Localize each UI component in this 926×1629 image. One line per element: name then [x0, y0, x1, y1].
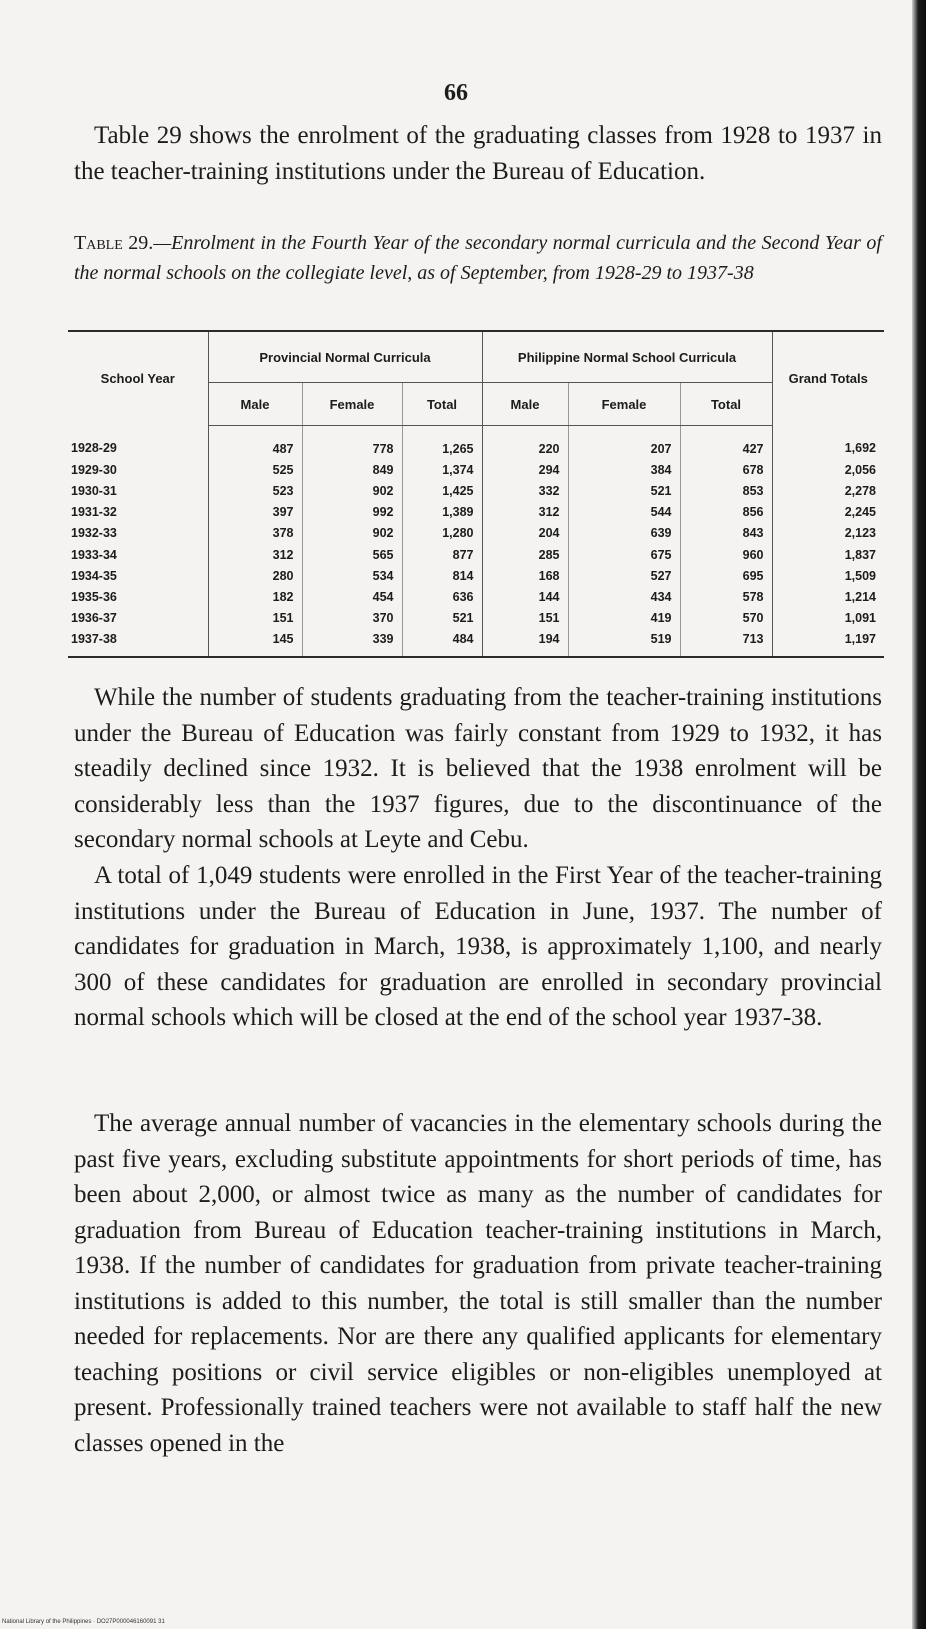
cell-pns-male: 332 [482, 480, 568, 501]
cell-school-year: 1931-32 [71, 505, 117, 520]
cell-provincial-female: 849 [302, 459, 402, 480]
table-row [68, 608, 884, 629]
cell-provincial-male: 182 [208, 586, 302, 607]
cell-pns-male: 220 [482, 426, 568, 460]
cell-pns-total: 843 [680, 523, 772, 544]
cell-provincial-male: 145 [208, 629, 302, 657]
cell-provincial-female: 370 [302, 608, 402, 629]
intro-paragraph: Table 29 shows the enrolment of the graduating classes from 1928 to 1937 in the teacher-training institutions under the Bureau of Education. [74, 122, 882, 185]
table-row [68, 426, 884, 460]
body-paragraph-2: A total of 1,049 students were enrolled in the First Year of the teacher-training institutions under the Bureau of Education in June, 1937. The number of candidates for graduation in March, 1938, is approximately 1,100, and nearly 300 of these candidates for graduation are enrolled in secondary provincial normal schools which will be closed at the end of the school year 1937-38. [74, 862, 882, 1031]
cell-provincial-male: 312 [208, 544, 302, 565]
header-pns-total: Total [680, 383, 772, 426]
cell-provincial-male: 378 [208, 523, 302, 544]
cell-grand-total: 1,091 [772, 608, 884, 629]
body-paragraph-3: The average annual number of vacancies in the elementary schools during the past five years, excluding substitute appointments for short periods of time, has been about 2,000, or almost twice as many as the number of candidates for graduation from Bureau of Education teacher-training institutions in March, 1938. If the number of candidates for graduation from private teacher-training institutions is added to this number, the total is still smaller than the number needed for replacements. Nor are there any qualified applicants for elementary teaching positions or civil service eligibles or non-eligibles unemployed at present. Professionally trained teachers were not available to staff half the new classes opened in the [74, 1110, 882, 1457]
cell-pns-total: 713 [680, 629, 772, 657]
header-provincial-female: Female [302, 383, 402, 426]
cell-grand-total: 2,245 [772, 502, 884, 523]
table-row [68, 544, 884, 565]
table-row [68, 586, 884, 607]
header-philippine-normal-school-curricula: Philippine Normal School Curricula [482, 331, 772, 383]
cell-pns-female: 207 [568, 426, 680, 460]
table-row [68, 629, 884, 657]
cell-pns-total: 678 [680, 459, 772, 480]
cell-provincial-female: 778 [302, 426, 402, 460]
cell-grand-total: 2,278 [772, 480, 884, 501]
page-number: 66 [444, 80, 468, 106]
cell-provincial-female: 454 [302, 586, 402, 607]
header-provincial-male: Male [208, 383, 302, 426]
cell-provincial-female: 992 [302, 502, 402, 523]
cell-pns-female: 419 [568, 608, 680, 629]
cell-grand-total: 2,056 [772, 459, 884, 480]
header-grand-totals: Grand Totals [772, 331, 884, 426]
header-provincial-total: Total [402, 383, 482, 426]
cell-grand-total: 1,197 [772, 629, 884, 657]
cell-pns-female: 434 [568, 586, 680, 607]
cell-school-year: 1936-37 [71, 611, 117, 626]
cell-pns-female: 639 [568, 523, 680, 544]
cell-pns-male: 285 [482, 544, 568, 565]
cell-pns-male: 144 [482, 586, 568, 607]
table-caption [74, 228, 882, 288]
table-caption-label: Table 29. [74, 232, 154, 254]
cell-school-year: 1933-34 [71, 547, 117, 562]
cell-provincial-total: 1,374 [402, 459, 482, 480]
cell-provincial-female: 565 [302, 544, 402, 565]
cell-school-year: 1937-38 [71, 632, 117, 647]
cell-school-year: 1930-31 [71, 483, 117, 498]
cell-provincial-male: 397 [208, 502, 302, 523]
cell-provincial-total: 814 [402, 565, 482, 586]
book-binding-edge [912, 0, 926, 1629]
cell-pns-female: 519 [568, 629, 680, 657]
cell-school-year: 1934-35 [71, 568, 117, 583]
cell-pns-total: 695 [680, 565, 772, 586]
header-provincial-normal-curricula: Provincial Normal Curricula [208, 331, 482, 383]
table-row [68, 459, 884, 480]
cell-provincial-female: 902 [302, 480, 402, 501]
table-row [68, 502, 884, 523]
enrolment-table [68, 330, 884, 658]
cell-pns-male: 151 [482, 608, 568, 629]
cell-pns-male: 204 [482, 523, 568, 544]
cell-provincial-female: 534 [302, 565, 402, 586]
cell-provincial-male: 525 [208, 459, 302, 480]
cell-school-year: 1935-36 [71, 589, 117, 604]
cell-grand-total: 2,123 [772, 523, 884, 544]
cell-provincial-female: 339 [302, 629, 402, 657]
cell-pns-female: 675 [568, 544, 680, 565]
cell-school-year: 1928-29 [71, 441, 117, 456]
cell-provincial-total: 484 [402, 629, 482, 657]
cell-pns-total: 578 [680, 586, 772, 607]
cell-school-year: 1929-30 [71, 462, 117, 477]
cell-provincial-male: 280 [208, 565, 302, 586]
cell-provincial-male: 151 [208, 608, 302, 629]
footer-source-line: National Library of the Philippines · DO27P000046160091 31 [2, 1619, 165, 1625]
cell-pns-male: 168 [482, 565, 568, 586]
cell-provincial-total: 1,280 [402, 523, 482, 544]
cell-grand-total: 1,837 [772, 544, 884, 565]
cell-provincial-total: 1,265 [402, 426, 482, 460]
cell-pns-female: 384 [568, 459, 680, 480]
cell-grand-total: 1,692 [772, 426, 884, 460]
table-caption-text: —Enrolment in the Fourth Year of the secondary normal curricula and the Second Year of the normal schools on the collegiate level, as of September, from 1928-29 to 1937-38 [74, 232, 882, 284]
cell-pns-male: 294 [482, 459, 568, 480]
cell-grand-total: 1,509 [772, 565, 884, 586]
table-body [68, 426, 884, 657]
header-pns-male: Male [482, 383, 568, 426]
table-row [68, 565, 884, 586]
cell-grand-total: 1,214 [772, 586, 884, 607]
cell-school-year: 1932-33 [71, 526, 117, 541]
cell-pns-total: 856 [680, 502, 772, 523]
cell-pns-total: 570 [680, 608, 772, 629]
cell-provincial-female: 902 [302, 523, 402, 544]
table-row [68, 523, 884, 544]
table-row [68, 480, 884, 501]
cell-provincial-male: 487 [208, 426, 302, 460]
cell-pns-female: 544 [568, 502, 680, 523]
cell-pns-total: 853 [680, 480, 772, 501]
cell-pns-female: 527 [568, 565, 680, 586]
cell-pns-total: 960 [680, 544, 772, 565]
body-paragraph-1: While the number of students graduating from the teacher-training institutions under the Bureau of Education was fairly constant from 1929 to 1932, it has steadily declined since 1932. It is believed that the 1938 enrolment will be considerably less than the 1937 figures, due to the discontinuance of the secondary normal schools at Leyte and Cebu. [74, 684, 882, 853]
cell-provincial-male: 523 [208, 480, 302, 501]
cell-provincial-total: 521 [402, 608, 482, 629]
cell-pns-total: 427 [680, 426, 772, 460]
header-pns-female: Female [568, 383, 680, 426]
header-school-year: School Year [100, 371, 175, 387]
cell-pns-male: 312 [482, 502, 568, 523]
cell-provincial-total: 1,389 [402, 502, 482, 523]
cell-provincial-total: 877 [402, 544, 482, 565]
cell-provincial-total: 636 [402, 586, 482, 607]
cell-pns-male: 194 [482, 629, 568, 657]
cell-pns-female: 521 [568, 480, 680, 501]
cell-provincial-total: 1,425 [402, 480, 482, 501]
